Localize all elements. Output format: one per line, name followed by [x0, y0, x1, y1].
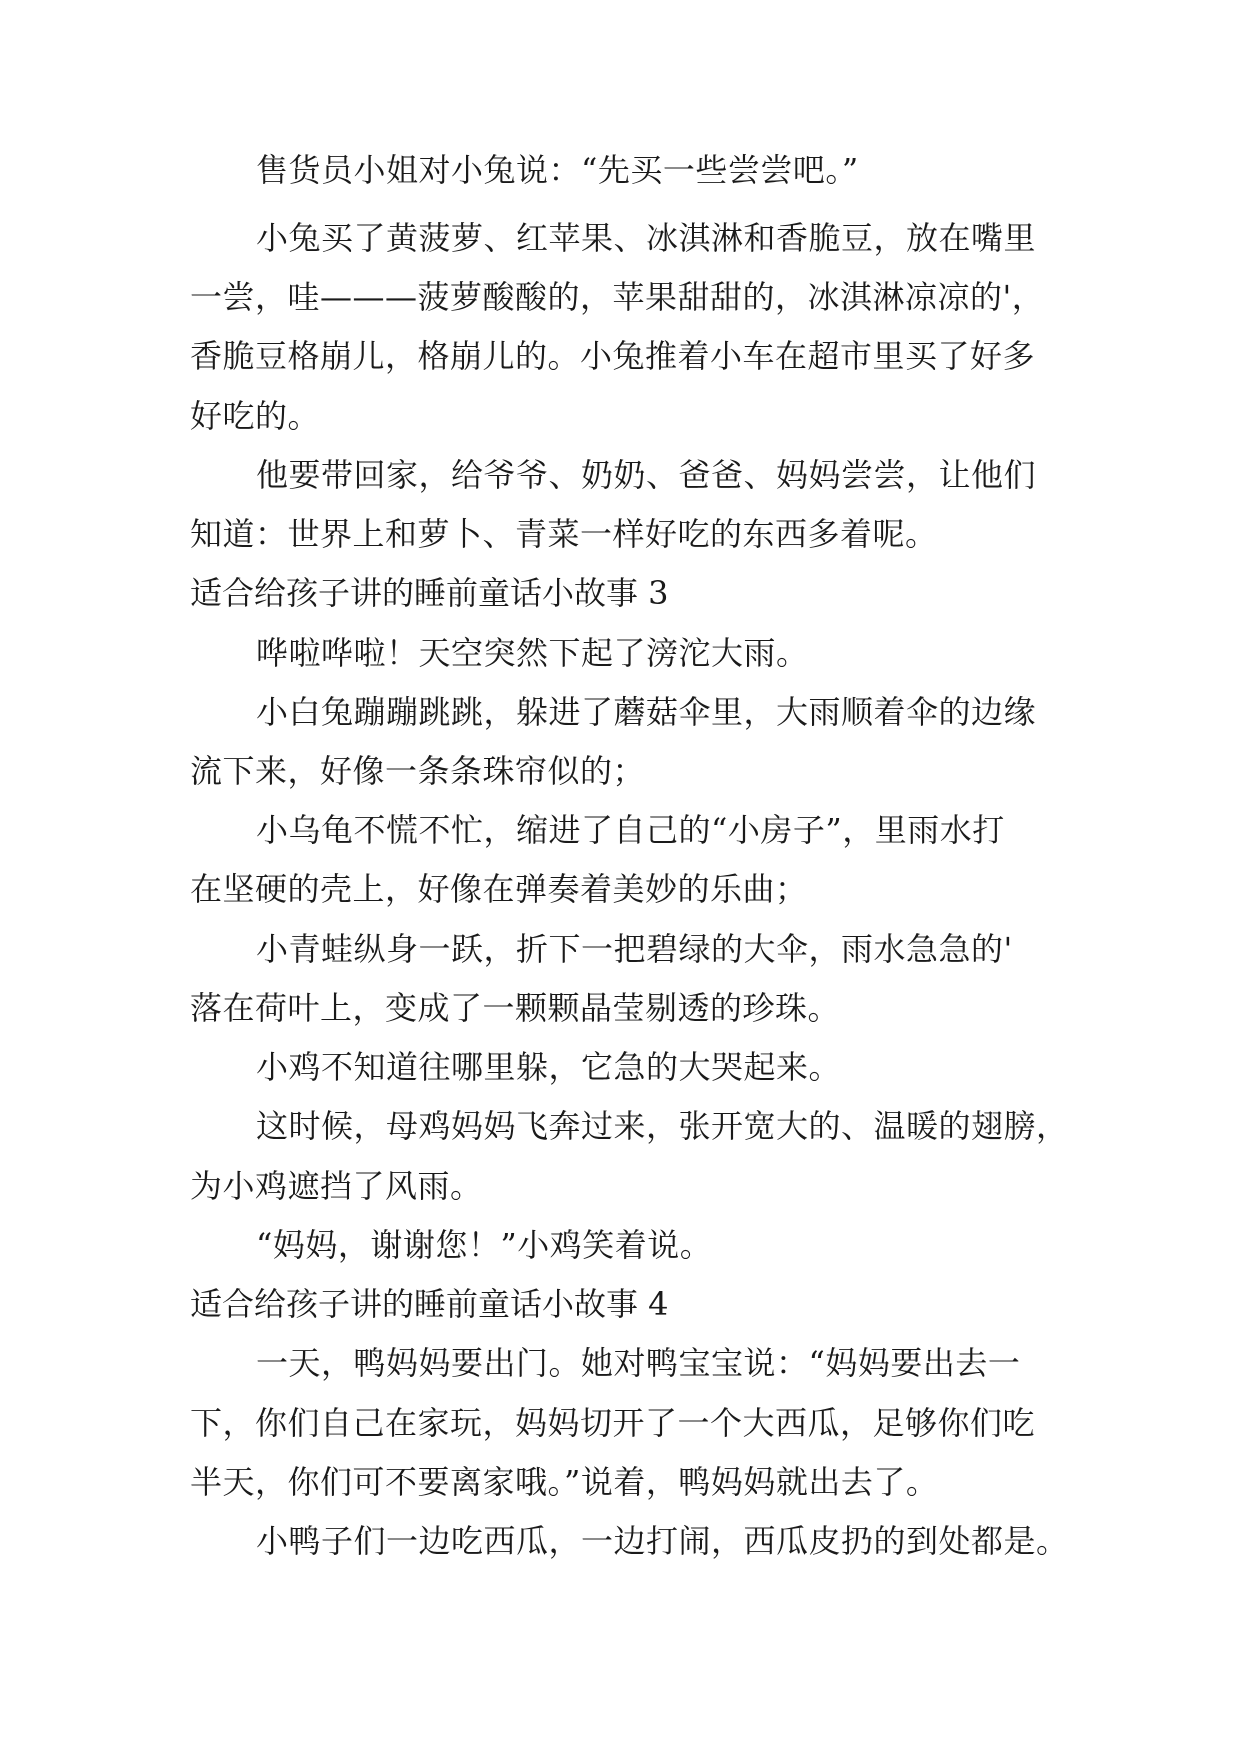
- paragraph-line: 半天，你们可不要离家哦。”说着，鸭妈妈就出去了。: [190, 1463, 939, 1501]
- paragraph-line: 落在荷叶上，变成了一颗颗晶莹剔透的珍珠。: [190, 989, 841, 1027]
- paragraph-line: 在坚硬的壳上，好像在弹奏着美妙的乐曲；: [190, 870, 808, 908]
- paragraph-line: 小乌龟不慌不忙，缩进了自己的“小房子”，里雨水打: [256, 811, 1005, 849]
- paragraph-line: 小鸡不知道往哪里躲，它急的大哭起来。: [256, 1048, 842, 1086]
- paragraph-line: 一天，鸭妈妈要出门。她对鸭宝宝说：“妈妈要出去一: [256, 1344, 1021, 1382]
- paragraph-line: 这时候，母鸡妈妈飞奔过来，张开宽大的、温暖的翅膀，: [256, 1107, 1069, 1145]
- paragraph-line: “妈妈，谢谢您！”小鸡笑着说。: [256, 1226, 713, 1264]
- paragraph-line: 一尝，哇———菠萝酸酸的，苹果甜甜的，冰淇淋凉凉的'，: [190, 278, 1045, 316]
- paragraph-line: 售货员小姐对小兔说：“先买一些尝尝吧。”: [256, 151, 859, 189]
- paragraph-line: 知道：世界上和萝卜、青菜一样好吃的东西多着呢。: [190, 515, 938, 553]
- paragraph-line: 小白兔蹦蹦跳跳，躲进了蘑菇伞里，大雨顺着伞的边缘: [256, 693, 1037, 731]
- paragraph-line: 香脆豆格崩儿，格崩儿的。小兔推着小车在超市里买了好多: [190, 337, 1036, 375]
- paragraph-line: 为小鸡遮挡了风雨。: [190, 1167, 483, 1205]
- paragraph-line: 流下来，好像一条条珠帘似的；: [190, 752, 646, 790]
- paragraph-line: 小青蛙纵身一跃，折下一把碧绿的大伞，雨水急急的': [256, 930, 1013, 968]
- paragraph-line: 小兔买了黄菠萝、红苹果、冰淇淋和香脆豆，放在嘴里: [256, 219, 1037, 257]
- paragraph-line: 小鸭子们一边吃西瓜，一边打闹，西瓜皮扔的到处都是。: [256, 1522, 1069, 1560]
- paragraph-line: 他要带回家，给爷爷、奶奶、爸爸、妈妈尝尝，让他们: [256, 456, 1037, 494]
- section-heading: 适合给孩子讲的睡前童话小故事 3: [190, 574, 669, 612]
- section-heading: 适合给孩子讲的睡前童话小故事 4: [190, 1285, 669, 1323]
- paragraph-line: 哗啦哗啦！天空突然下起了滂沱大雨。: [256, 634, 809, 672]
- paragraph-line: 好吃的。: [190, 397, 321, 435]
- paragraph-line: 下，你们自己在家玩，妈妈切开了一个大西瓜，足够你们吃: [190, 1404, 1036, 1442]
